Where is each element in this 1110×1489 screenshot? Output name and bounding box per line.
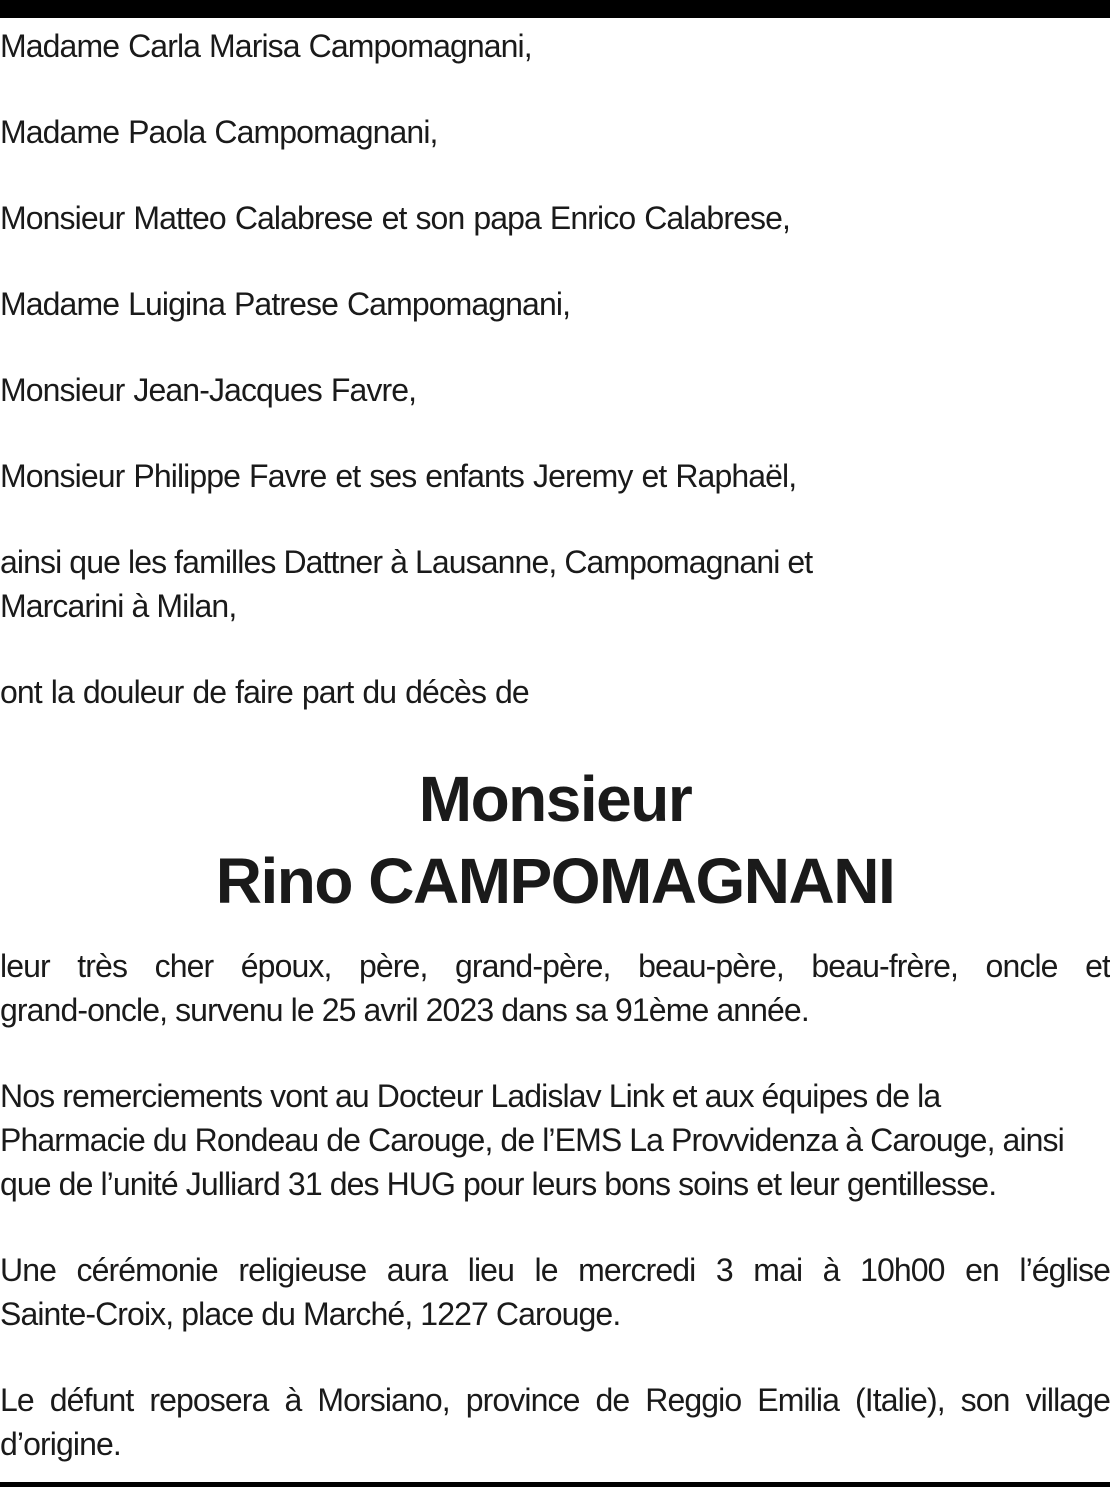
burial-line-1: Le défunt reposera à Morsiano, province de Reggio Emilia (Italie), son village: [0, 1382, 1110, 1418]
ceremony-paragraph: [0, 1248, 1110, 1336]
bottom-border-rule: [0, 1482, 1110, 1487]
extended-families: [0, 540, 1110, 628]
family-member-4: Madame Luigina Patrese Campomagnani,: [0, 286, 571, 322]
family-member-5: Monsieur Jean-Jacques Favre,: [0, 372, 417, 408]
thanks-paragraph: [0, 1074, 1110, 1206]
relation-paragraph: [0, 944, 1110, 1032]
extended-families-line-1: ainsi que les familles Dattner à Lausanne, Campomagnani et: [0, 544, 813, 580]
deceased-name-block: [0, 758, 1110, 922]
ceremony-line-1: Une cérémonie religieuse aura lieu le mercredi 3 mai à 10h00 en l’église: [0, 1252, 1110, 1288]
deceased-title: Monsieur: [418, 763, 692, 835]
announcement-text: ont la douleur de faire part du décès de: [0, 674, 529, 710]
burial-line-2: d’origine.: [0, 1426, 121, 1462]
relation-line-1: leur très cher époux, père, grand-père, beau-père, beau-frère, oncle et: [0, 948, 1110, 984]
deceased-name: Rino CAMPOMAGNANI: [215, 845, 895, 917]
family-member-3: Monsieur Matteo Calabrese et son papa Enrico Calabrese,: [0, 200, 790, 236]
family-member-1: Madame Carla Marisa Campomagnani,: [0, 28, 532, 64]
extended-families-line-2: Marcarini à Milan,: [0, 588, 237, 624]
thanks-line-2: Pharmacie du Rondeau de Carouge, de l’EMS La Provvidenza à Carouge, ainsi: [0, 1122, 1064, 1158]
thanks-line-3: que de l’unité Julliard 31 des HUG pour leurs bons soins et leur gentillesse.: [0, 1166, 997, 1202]
top-border-rule: [0, 0, 1110, 18]
relation-line-2: grand-oncle, survenu le 25 avril 2023 dans sa 91ème année.: [0, 992, 809, 1028]
thanks-line-1: Nos remerciements vont au Docteur Ladislav Link et aux équipes de la: [0, 1078, 941, 1114]
ceremony-line-2: Sainte-Croix, place du Marché, 1227 Carouge.: [0, 1296, 621, 1332]
obituary-notice: [0, 24, 1110, 1466]
family-member-2: Madame Paola Campomagnani,: [0, 114, 438, 150]
family-member-6: Monsieur Philippe Favre et ses enfants Jeremy et Raphaël,: [0, 458, 797, 494]
burial-paragraph: [0, 1378, 1110, 1466]
